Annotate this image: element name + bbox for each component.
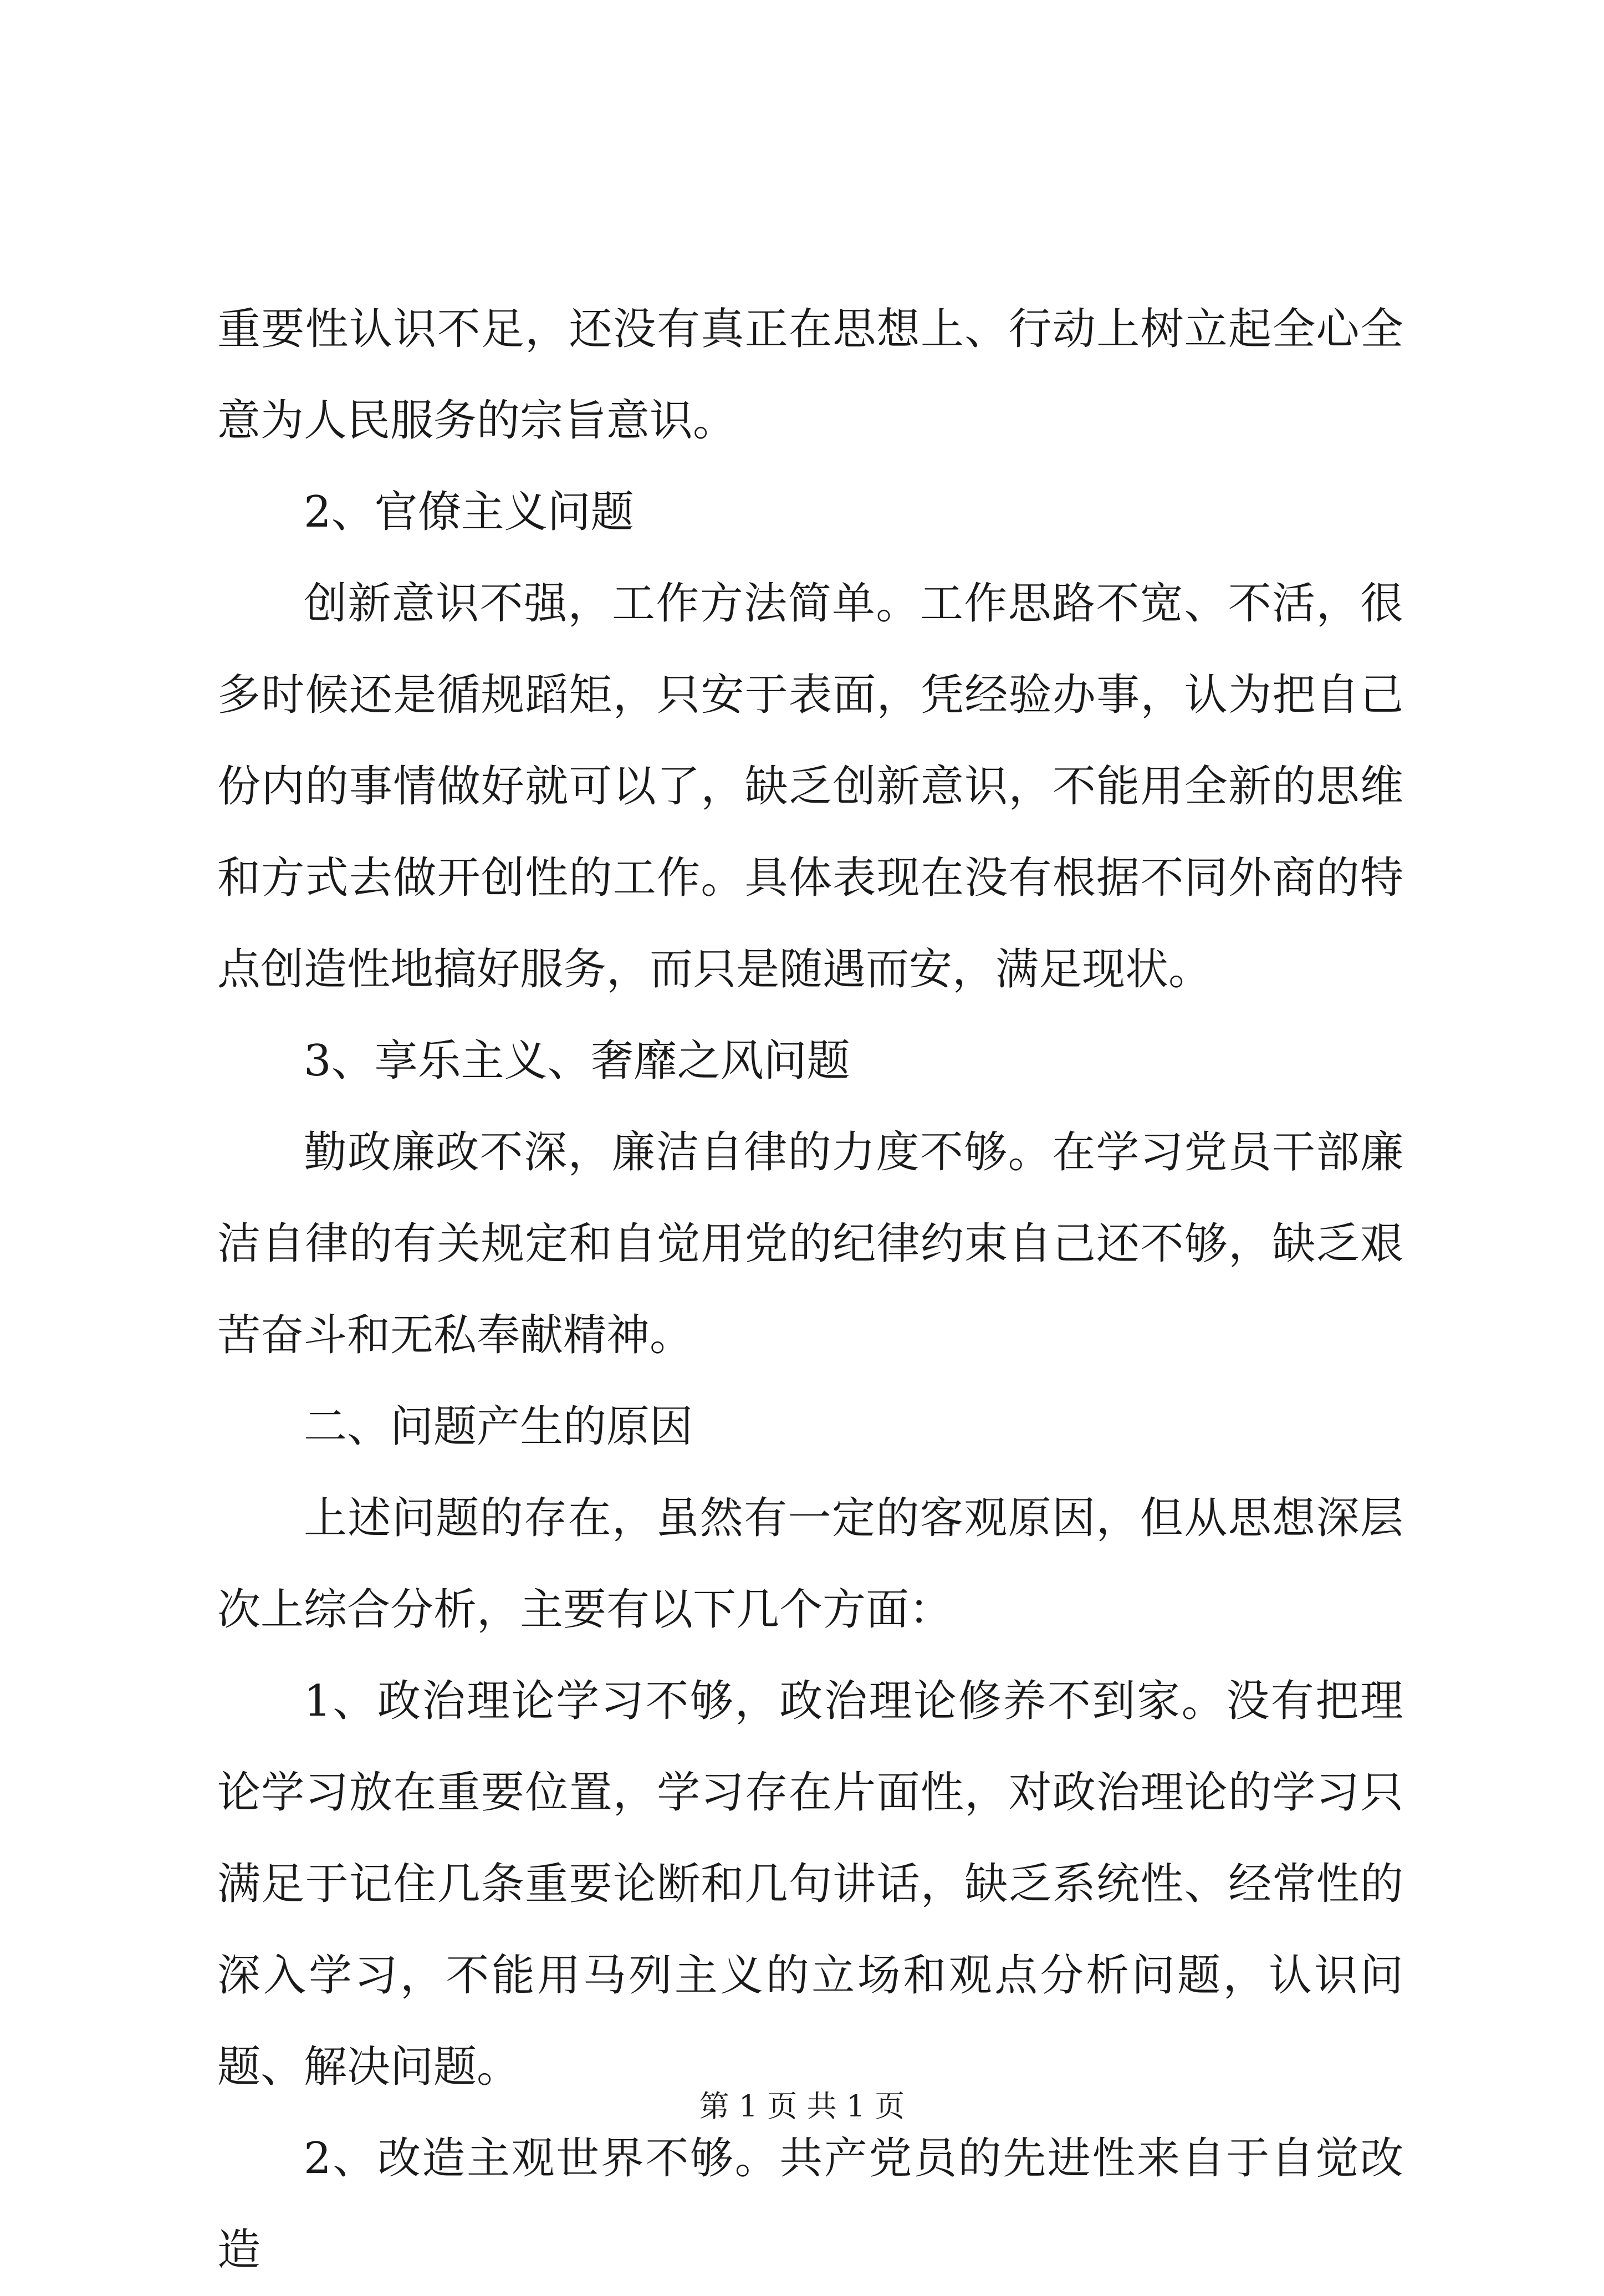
heading-causes: 二、问题产生的原因 [304, 1402, 693, 1452]
paragraph-3: 创新意识不强，工作方法简单。工作思路不宽、不活，很多时候还是循规蹈矩，只安于表面，凭经验办事，认为把自己份内的事情做好就可以了，缺乏创新意识，不能用全新的思维和方式去做开创性的工作。具体表现在没有根据不同外商的特点创造性地搞好服务，而只是随遇而安，满足现状。 [217, 579, 1403, 994]
paragraph-8: 1、政治理论学习不够，政治理论修养不到家。没有把理论学习放在重要位置，学习存在片面性，对政治理论的学习只满足于记住几条重要论断和几句讲话，缺乏系统性、经常性的深入学习，不能用马列主义的立场和观点分析问题，认识问题、解决问题。 [217, 1676, 1403, 2092]
paragraph-1: 重要性认识不足，还没有真正在思想上、行动上树立起全心全意为人民服务的宗旨意识。 [217, 304, 1403, 446]
document-body [217, 284, 1403, 2296]
heading-bureaucratism: 2、官僚主义问题 [304, 487, 634, 537]
paragraph-9: 2、改造主观世界不够。共产党员的先进性来自于自觉改造 [217, 2134, 1403, 2275]
paragraph-5: 勤政廉政不深，廉洁自律的力度不够。在学习党员干部廉洁自律的有关规定和自觉用党的纪律约束自己还不够，缺乏艰苦奋斗和无私奉献精神。 [217, 1127, 1403, 1360]
heading-hedonism: 3、享乐主义、奢靡之风问题 [304, 1036, 850, 1086]
page-footer: 第 1 页 共 1 页 [699, 2089, 905, 2124]
paragraph-7: 上述问题的存在，虽然有一定的客观原因，但从思想深层次上综合分析，主要有以下几个方面： [217, 1493, 1403, 1635]
